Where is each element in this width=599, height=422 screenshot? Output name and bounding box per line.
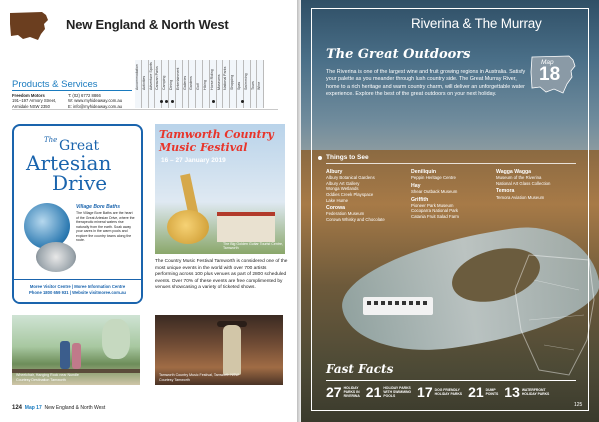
fast-facts-divider xyxy=(326,380,576,381)
right-page xyxy=(301,0,599,422)
service-column-header: Adventure Sports xyxy=(148,62,153,90)
photo-b-caption-line2: Courtesy Tamworth xyxy=(159,377,190,382)
attraction-item: Temora Aviation Museum xyxy=(496,194,545,200)
fast-fact-label xyxy=(435,388,462,396)
fast-fact-number: 17 xyxy=(417,384,433,400)
attraction-item: National Art Glass Collection xyxy=(496,180,551,186)
fast-fact-label xyxy=(486,388,499,396)
fast-fact xyxy=(417,383,462,401)
photo-performer xyxy=(223,325,241,375)
fast-fact-label-line: POINTS xyxy=(485,392,499,396)
fast-facts-row xyxy=(326,383,588,401)
service-column-header: Caravan Parks xyxy=(155,66,160,90)
service-dot-on xyxy=(239,98,245,104)
artesian-footer xyxy=(14,279,141,302)
tamworth-title-line2: Music Festival xyxy=(159,141,248,154)
right-page-number: 125 xyxy=(574,402,583,408)
products-services-title: Products & Services xyxy=(12,79,98,90)
service-column-header: Hiking xyxy=(202,80,207,90)
fast-fact xyxy=(504,383,549,401)
left-page xyxy=(0,0,297,422)
service-column-header: Tours xyxy=(250,81,255,90)
tamworth-festival-ad xyxy=(155,124,285,254)
business-line-a: 191–197 Armory Street, xyxy=(12,98,57,104)
service-column-header: Shopping xyxy=(230,74,235,90)
service-column-header: Horse Riding xyxy=(209,69,214,90)
photo-a-caption xyxy=(16,373,79,382)
business-line-a: Armidale NSW 2350 xyxy=(12,103,50,109)
fast-fact-label-line: RIVERINA xyxy=(343,394,360,399)
things-to-see-title: Things to See xyxy=(326,154,369,161)
tamworth-title xyxy=(159,128,274,154)
right-region-title: Riverina & The Murray xyxy=(411,16,542,31)
artesian-footer-line2: Phone 1800 659 931 | Website visitmoree.com.au xyxy=(29,290,126,295)
service-column-header: Activities xyxy=(141,75,146,90)
photo-person xyxy=(72,343,81,369)
fast-fact-number: 21 xyxy=(365,384,382,400)
photo-tree xyxy=(102,319,130,359)
tamworth-dates: 16 – 27 January 2019 xyxy=(161,157,226,164)
products-services-divider xyxy=(12,90,132,91)
artesian-the: The xyxy=(44,136,58,144)
service-column-header: Entertainment xyxy=(175,67,180,90)
fast-fact-label-line: DOG FRIENDLY xyxy=(434,387,460,392)
service-column-header: Galleries xyxy=(182,75,187,90)
artesian-drive-word: Drive xyxy=(52,171,108,195)
service-column-header: National Parks xyxy=(223,66,228,90)
town-name: Griffith xyxy=(411,196,429,203)
tourist-centre-building xyxy=(217,212,275,242)
service-column-header: Spas xyxy=(236,81,241,90)
service-column-header: Swimming xyxy=(243,73,248,90)
artesian-great: Great xyxy=(59,138,100,154)
fast-fact xyxy=(326,383,360,401)
left-page-number: 124 xyxy=(12,405,23,411)
business-line-b: T: (02) 6772 8866 xyxy=(68,93,101,98)
fast-fact-label xyxy=(383,386,411,399)
attraction-item: Albury Art Gallery xyxy=(326,180,360,186)
town-name: Hay xyxy=(411,182,421,189)
town-name: Wagga Wagga xyxy=(496,169,532,175)
fast-fact xyxy=(468,383,498,401)
service-column-header: Camping xyxy=(162,75,167,90)
map-label: Map xyxy=(541,59,554,66)
business-listing xyxy=(12,93,132,109)
photo-a-caption-line2: Courtesy Destination Tamworth xyxy=(16,377,66,382)
business-line-b: W: www.myhideaway.com.au xyxy=(68,98,123,104)
fast-fact-label-line: HOLIDAY xyxy=(343,385,359,390)
service-column-header: Gardens xyxy=(189,76,194,90)
attraction-item: Museum of the Riverina xyxy=(496,175,542,181)
festival-performer-photo xyxy=(155,315,283,385)
artesian-text: The Village Bore Baths are the heart of the Great Artesian Drive, where the therapeutic mineral waters rise naturally from the earth. Soak away your cares in the warm pools and explore the country towns along the route. xyxy=(76,211,135,242)
fast-fact-label-line: HOLIDAY PARKS xyxy=(383,385,411,390)
attraction-item: Peppin Heritage Centre xyxy=(411,175,456,181)
things-to-see-divider xyxy=(326,163,576,164)
service-column-header: Golf xyxy=(196,83,201,90)
left-region-title: New England & North West xyxy=(66,17,229,32)
attraction-item: Cocoparra National Park xyxy=(411,208,459,214)
things-to-see-column xyxy=(496,167,550,200)
attraction-item: Albury Botanical Gardens xyxy=(326,175,375,181)
fast-fact-label-line: POOLS xyxy=(383,394,396,399)
fast-fact-label-line: PARKS IN xyxy=(343,389,360,394)
attraction-item: Pioneer Park Museum xyxy=(411,202,454,208)
fast-fact-label-line: DUMP xyxy=(485,387,496,392)
golden-guitar-body xyxy=(167,210,209,244)
left-page-footer xyxy=(12,405,105,411)
photo-person xyxy=(60,341,70,369)
photo-a-caption-line1: Wheelchair, Hanging Rock near Nundle xyxy=(16,373,79,377)
service-dots xyxy=(135,98,275,104)
left-footer-map: Map 17 xyxy=(24,405,42,411)
artesian-footer-line1: Moree Visitor Centre | Moree Information Centre xyxy=(29,284,126,289)
fast-fact-label xyxy=(522,388,549,396)
town-name: Deniliquin xyxy=(411,169,437,175)
left-footer-region: New England & North West xyxy=(44,405,106,411)
service-column-header: Dining xyxy=(168,79,173,90)
artesian-caption-title: Village Bore Baths xyxy=(76,204,120,210)
business-line-b: E: info@myhideaway.com.au xyxy=(68,103,122,109)
things-to-see-column xyxy=(411,167,459,220)
location-pin-icon xyxy=(318,156,322,160)
tamworth-title-line1: Tamworth Country xyxy=(159,128,274,141)
tamworth-text: The Country Music Festival Tamworth is considered one of the most unique events in the world with over 700 artists performing across 100 plus venues as part of 2800 scheduled events. Over 70% of these events are free complimented by venues showcasing a variety of ticketed shows. xyxy=(155,259,288,291)
products-services-underline xyxy=(12,109,278,110)
tamworth-photo-caption: The Big Golden Guitar Tourist Centre, Tamworth xyxy=(223,242,284,250)
things-to-see-column xyxy=(326,167,385,223)
fast-fact-label-line: HOLIDAY PARKS xyxy=(434,392,463,396)
fast-fact-number: 13 xyxy=(504,384,520,400)
attraction-item: Oddies Creek Playspace xyxy=(326,191,374,197)
fast-fact-label xyxy=(344,386,360,399)
attraction-item: Catania Fruit Salad Farm xyxy=(411,213,460,219)
service-column-header: Accommodation xyxy=(135,64,139,90)
fast-fact-number: 21 xyxy=(468,384,484,400)
nsw-map-icon xyxy=(8,10,50,42)
attraction-item: Lake Hume xyxy=(326,197,348,203)
fast-fact xyxy=(366,383,411,401)
attraction-item: Wonga Wetlands xyxy=(326,186,359,192)
intro-text: The Riverina is one of the largest wine and fruit growing regions in Australia. Satisfy your palette as you meander through lush country side. The Great Murray River, home to a rich heritage and warm country charm, will deliver an unforgettable water experience. Explore the best of the great outdoors on your next holiday. xyxy=(326,69,526,97)
photo-b-caption xyxy=(159,373,239,382)
fast-fact-label-line: WATERFRONT xyxy=(521,387,546,392)
hanging-rock-photo xyxy=(12,315,140,385)
service-column-header: Wine xyxy=(257,81,262,90)
service-column-header: Museums xyxy=(216,74,221,90)
attraction-item: Federation Museum xyxy=(326,211,365,217)
town-name: Corowa xyxy=(326,205,346,212)
fast-fact-label-line: WITH SWIMMING xyxy=(383,389,412,394)
artesian-drive-ad xyxy=(12,124,143,304)
town-name: Albury xyxy=(326,169,343,175)
fast-fact-label-line: HOLIDAY PARKS xyxy=(521,392,550,396)
attraction-item: Corowa Whisky and Chocolate xyxy=(326,216,385,222)
fast-facts-title: Fast Facts xyxy=(326,362,394,376)
great-outdoors-title: The Great Outdoors xyxy=(326,47,471,62)
business-line-a: Freedom Motors xyxy=(12,93,45,98)
town-name: Temora xyxy=(496,188,515,195)
fast-fact-number: 27 xyxy=(326,384,342,400)
attraction-item: Shear Outback Museum xyxy=(411,189,458,194)
bird-photo xyxy=(36,242,76,272)
artesian-word: Artesian xyxy=(26,151,112,175)
map-number: 18 xyxy=(539,64,561,85)
photo-b-caption-line1: Tamworth Country Music Festival, Tamworth NSW xyxy=(159,373,239,377)
things-to-see-list xyxy=(326,167,586,247)
